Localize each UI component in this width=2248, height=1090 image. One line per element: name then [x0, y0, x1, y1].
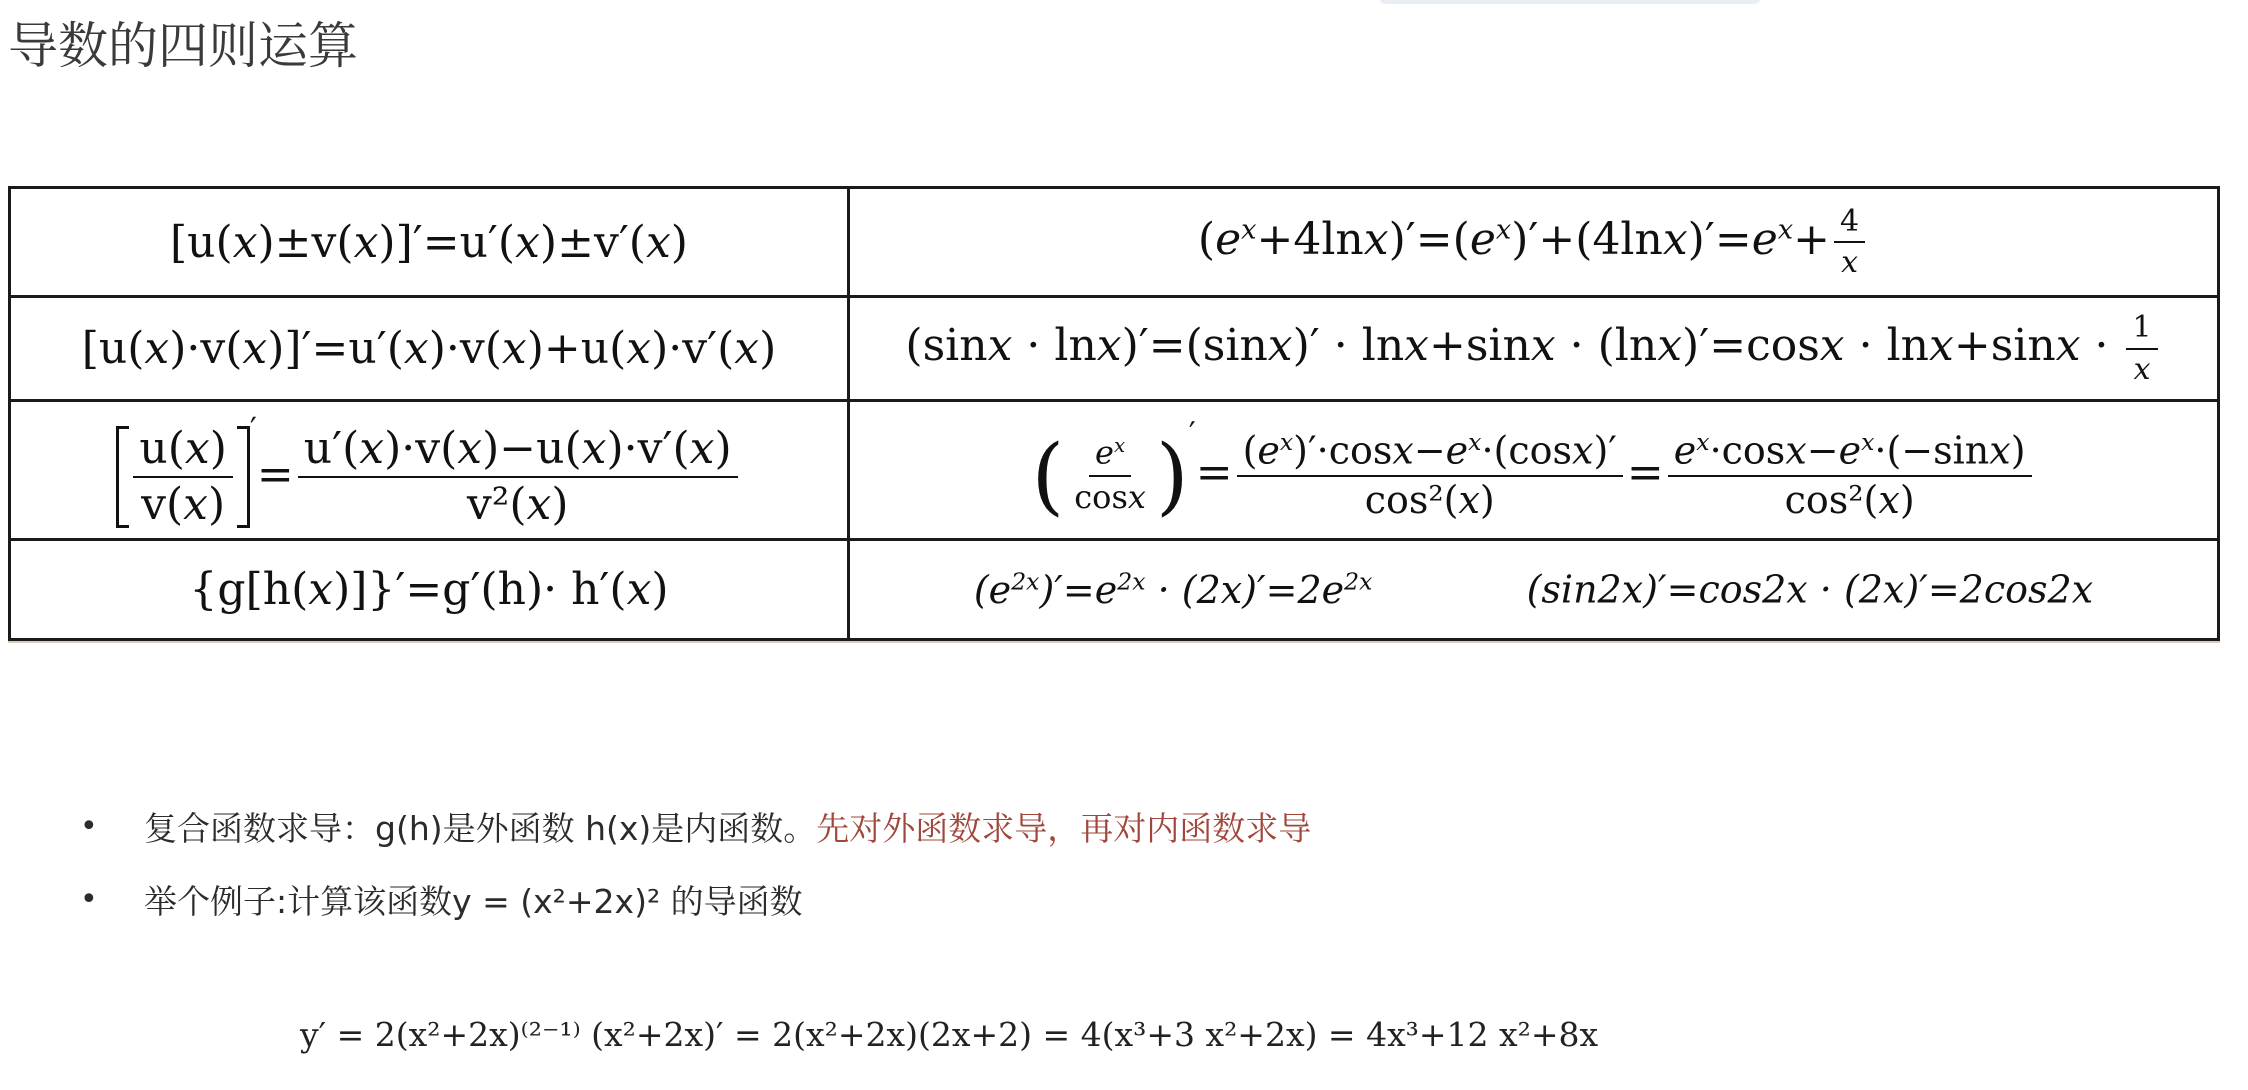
- rule-chain-formula: {g[h(x)]}′=g′(h)· h′(x): [189, 564, 669, 615]
- notes-list: [80, 790, 1311, 936]
- rule-sum-formula: [u(x)±v(x)]′=u′(x)±v′(x): [170, 216, 688, 268]
- rule-chain: [10, 540, 849, 640]
- bullet-text: 复合函数求导：g(h)是外函数 h(x)是内函数。: [144, 809, 817, 848]
- rule-quotient: [10, 401, 849, 540]
- example-quotient: [849, 401, 2219, 540]
- example-quotient-formula: ( $\frac{e^x}{\cos x}$ )′= $\frac{(e^x)'\cdot\cos x-e^x\cdot(\cos x)'}{\text{cos²(x)}}$ = $\frac{e^x\cdot\cos x-e^x\cdot(-\sin x)}{\text{cos²(x)}}$: [1031, 447, 2035, 498]
- bullet-text: 举个例子:计算该函数y = (x²+2x)² 的导函数: [144, 882, 803, 921]
- bullet-icon: •: [80, 882, 98, 917]
- example-product-formula: (sinx · lnx)′=(sinx)′ · lnx+sinx · (lnx)′=cosx · lnx+sinx · $\frac{1}{x}$: [905, 320, 2161, 371]
- example-sum: [849, 188, 2219, 297]
- table-row: [10, 540, 2219, 640]
- worked-example: y′ = 2(x²+2x)⁽²⁻¹⁾ (x²+2x)′ = 2(x²+2x)(2x+2) = 4(x³+3 x²+2x) = 4x³+12 x²+8x: [300, 1015, 1599, 1054]
- example-product: [849, 297, 2219, 401]
- table-row: [10, 297, 2219, 401]
- example-chain-sin: (sin2x)′=cos2x · (2x)′=2cos2x: [1526, 567, 2094, 612]
- page-title: 导数的四则运算: [8, 17, 358, 75]
- top-tab-indicator: [1380, 0, 1760, 4]
- example-chain-exp: $(e^{2x})'=e^{2x} \cdot (2x)'=2e^{2x}$: [973, 567, 1373, 612]
- list-item: [80, 790, 1311, 863]
- table-row: [10, 401, 2219, 540]
- bullet-icon: •: [80, 809, 98, 844]
- example-chain: [849, 540, 2219, 640]
- example-sum-formula: $(e^x+4\ln x)'=(e^x)'+(4\ln x)'=e^x+$ $\frac{4}{x}$: [1198, 214, 1869, 265]
- rule-quotient-formula: $\frac{u(x)}{v(x)}$ ′= $\frac{u'(x)\cdot v(x)-u(x)\cdot v'(x)}{\text{v²(x)}}$: [116, 449, 741, 500]
- derivative-rules-table: [8, 186, 2220, 641]
- rule-sum: [10, 188, 849, 297]
- list-item: [80, 863, 1311, 936]
- bullet-highlight: 先对外函数求导，再对内函数求导: [816, 809, 1312, 848]
- table-row: [10, 188, 2219, 297]
- rule-product: [10, 297, 849, 401]
- rule-product-formula: [u(x)·v(x)]′=u′(x)·v(x)+u(x)·v′(x): [81, 323, 777, 374]
